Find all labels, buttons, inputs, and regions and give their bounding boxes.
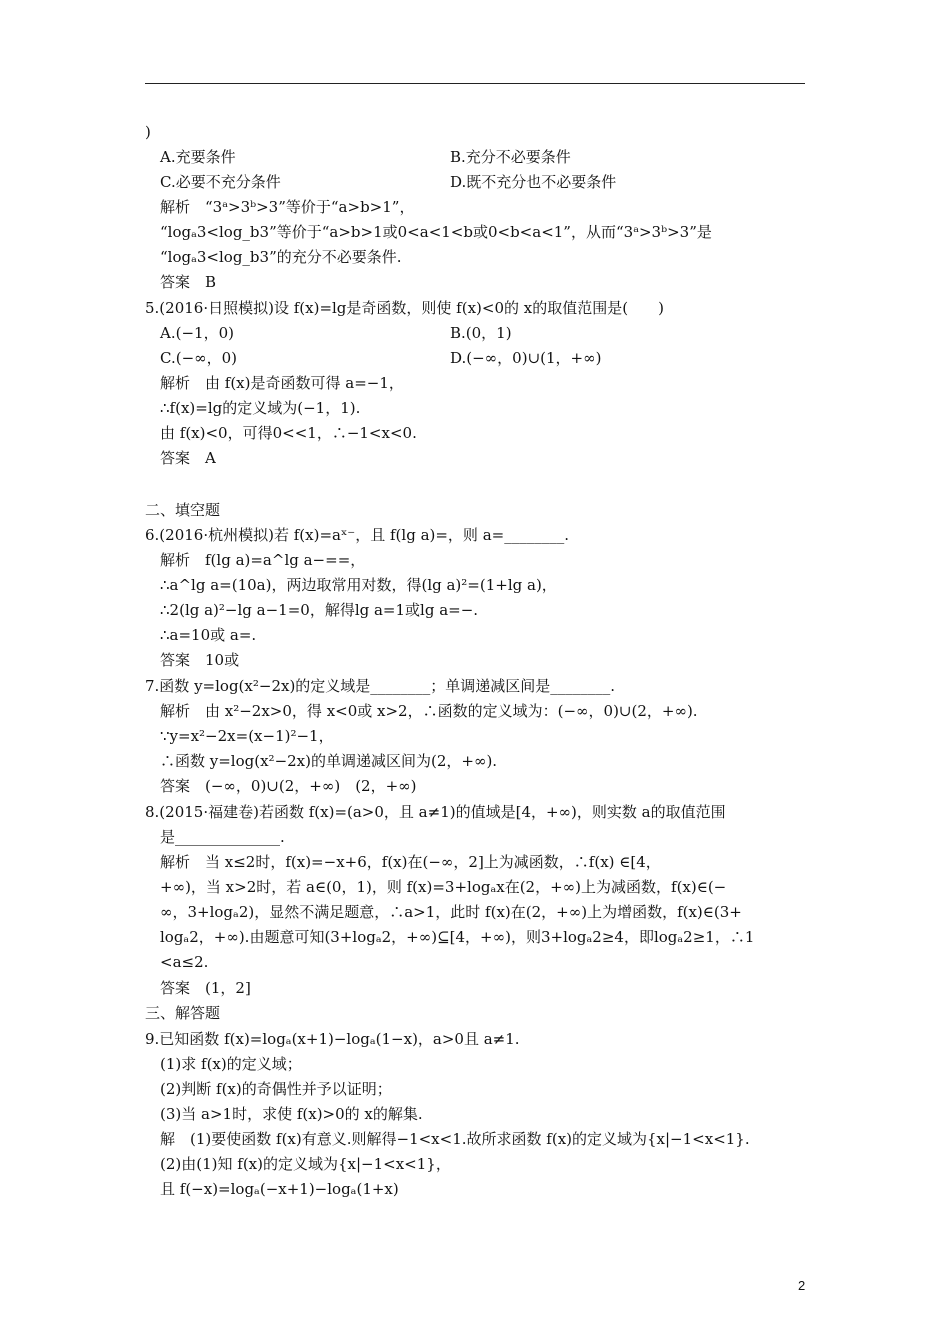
text-line: 三、解答题 [145, 1004, 221, 1022]
text-line: 解析 f(lg a)=a^lg a−==， [160, 551, 366, 569]
text-line: (2)由(1)知 f(x)的定义域为{x|−1<x<1}， [160, 1155, 451, 1173]
text-line: ∴函数 y=log(x²−2x)的单调递减区间为(2，+∞). [160, 752, 498, 770]
text-line: ∵y=x²−2x=(x−1)²−1， [160, 727, 334, 745]
text-line: <a≤2. [160, 953, 209, 971]
text-line: 答案 10或 [160, 651, 240, 669]
text-line: 答案 (−∞，0)∪(2，+∞) (2，+∞) [160, 777, 417, 795]
text-line: 解析 由 f(x)是奇函数可得 a=−1， [160, 374, 404, 392]
header-rule [145, 83, 805, 84]
text-line: A.充要条件 [160, 148, 236, 166]
text-line: ∴2(lg a)²−lg a−1=0，解得lg a=1或lg a=−. [160, 601, 479, 619]
text-line: 解析 当 x≤2时，f(x)=−x+6，f(x)在(−∞，2]上为减函数，∴f(x) ∈[4， [160, 853, 661, 871]
option-right: B.(0，1) [450, 324, 512, 342]
text-line: ) [145, 123, 151, 141]
text-line: 解析 “3ᵃ>3ᵇ>3”等价于“a>b>1”， [160, 198, 415, 216]
page-number: 2 [798, 1278, 806, 1293]
text-line: ∴a^lg a=(10a)，两边取常用对数，得(lg a)²=(1+lg a)， [160, 576, 557, 594]
text-line: ∴f(x)=lg的定义域为(−1，1). [160, 399, 361, 417]
text-line: 答案 B [160, 273, 217, 291]
text-line: 8.(2015·福建卷)若函数 f(x)=(a>0，且 a≠1)的值域是[4，+∞)，则实数 a的取值范围 [145, 803, 726, 821]
text-line: A.(−1，0) [160, 324, 234, 342]
text-line: 二、填空题 [145, 501, 221, 519]
option-right: D.既不充分也不必要条件 [450, 173, 617, 191]
text-line: 9.已知函数 f(x)=logₐ(x+1)−logₐ(1−x)，a>0且 a≠1. [145, 1030, 520, 1048]
text-line: 5.(2016·日照模拟)设 f(x)=lg是奇函数，则使 f(x)<0的 x的取值范围是( ) [145, 299, 664, 317]
text-line: “logₐ3<log_b3”的充分不必要条件. [160, 248, 402, 266]
text-line: 7.函数 y=log(x²−2x)的定义域是________；单调递减区间是________. [145, 677, 616, 695]
text-line: 由 f(x)<0，可得0<<1，∴−1<x<0. [160, 424, 417, 442]
text-line: 解析 由 x²−2x>0，得 x<0或 x>2，∴函数的定义域为：(−∞，0)∪(2，+∞). [160, 702, 698, 720]
text-line: C.(−∞，0) [160, 349, 238, 367]
text-line: logₐ2，+∞).由题意可知(3+logₐ2，+∞)⊆[4，+∞)，则3+logₐ2≥4，即logₐ2≥1，∴1 [160, 928, 755, 946]
text-line: C.必要不充分条件 [160, 173, 281, 191]
text-line: (1)求 f(x)的定义域； [160, 1055, 302, 1073]
text-line: 6.(2016·杭州模拟)若 f(x)=aˣ⁻，且 f(lg a)=，则 a=________. [145, 526, 569, 544]
text-line: 答案 (1，2] [160, 979, 251, 997]
text-line: 解 (1)要使函数 f(x)有意义.则解得−1<x<1.故所求函数 f(x)的定义域为{x|−1<x<1}. [160, 1130, 750, 1148]
option-right: B.充分不必要条件 [450, 148, 571, 166]
option-right: D.(−∞，0)∪(1，+∞) [450, 349, 602, 367]
text-line: ∴a=10或 a=. [160, 626, 257, 644]
text-line: (2)判断 f(x)的奇偶性并予以证明； [160, 1080, 392, 1098]
text-line: (3)当 a>1时，求使 f(x)>0的 x的解集. [160, 1105, 423, 1123]
text-line: “logₐ3<log_b3”等价于“a>b>1或0<a<1<b或0<b<a<1”，从而“3ᵃ>3ᵇ>3”是 [160, 223, 712, 241]
text-line: +∞)，当 x>2时，若 a∈(0，1)，则 f(x)=3+logₐx在(2，+∞)上为减函数，f(x)∈(− [160, 878, 727, 896]
text-line: 答案 A [160, 449, 216, 467]
text-line: ∞，3+logₐ2)，显然不满足题意，∴a>1，此时 f(x)在(2，+∞)上为增函数，f(x)∈(3+ [160, 903, 742, 921]
text-line: 是______________. [160, 828, 285, 846]
text-line: 且 f(−x)=logₐ(−x+1)−logₐ(1+x) [160, 1180, 399, 1198]
